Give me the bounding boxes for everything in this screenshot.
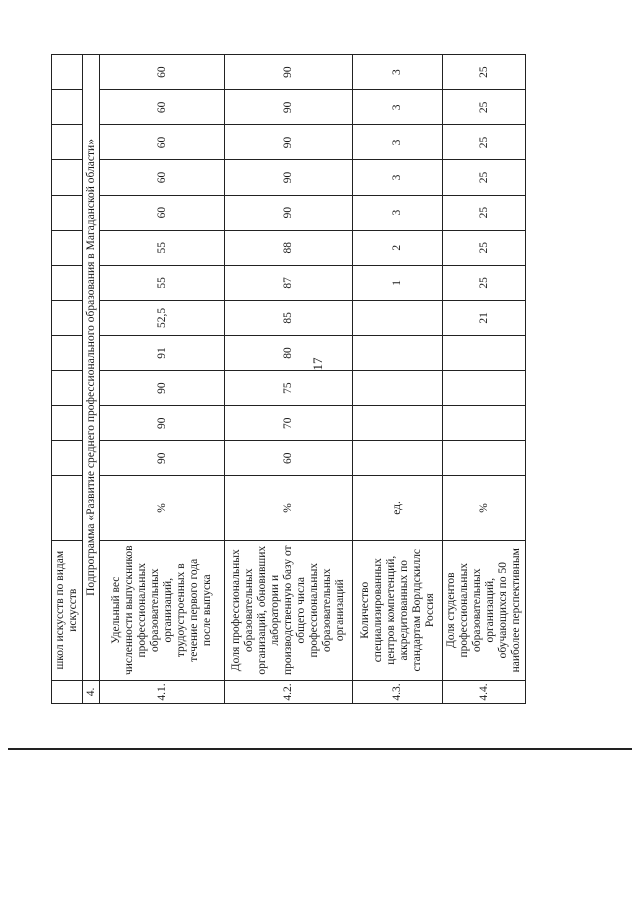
table-row — [353, 55, 443, 704]
value-cell: 60 — [100, 55, 225, 90]
section-number: 4. — [83, 680, 100, 703]
indicator-name: Доля профессиональных образовательных организаций, обновивших лаборатории и производственную базу от общего числа профессиональных образовательных организаций — [225, 540, 353, 680]
row-number: 4.1. — [100, 680, 225, 703]
cell-empty — [52, 680, 83, 703]
value-cell — [443, 406, 526, 441]
value-cell: 25 — [443, 160, 526, 195]
value-cell: 3 — [353, 90, 443, 125]
value-cell: 60 — [100, 125, 225, 160]
value-cell: 3 — [353, 125, 443, 160]
value-cell: 60 — [100, 90, 225, 125]
value-cell: 60 — [100, 195, 225, 230]
value-cell: 90 — [225, 195, 353, 230]
value-cell: 1 — [353, 265, 443, 300]
unit: % — [225, 476, 353, 540]
cell-empty — [52, 476, 83, 540]
unit: ед. — [353, 476, 443, 540]
value-cell — [353, 335, 443, 370]
row-number: 4.3. — [353, 680, 443, 703]
value-cell: 3 — [353, 55, 443, 90]
value-cell: 90 — [100, 406, 225, 441]
header-fragment-row — [52, 55, 83, 704]
value-cell: 25 — [443, 125, 526, 160]
value-cell: 25 — [443, 265, 526, 300]
value-cell: 60 — [225, 441, 353, 476]
value-cell: 52,5 — [100, 300, 225, 335]
header-fragment-text: школ искусств по видам искусств — [52, 540, 83, 680]
value-cell: 25 — [443, 195, 526, 230]
value-cell: 55 — [100, 230, 225, 265]
value-cell: 90 — [100, 441, 225, 476]
value-cell: 21 — [443, 300, 526, 335]
indicator-name: Количество специализированных центров компетенций, аккредитованных по стандартам Ворлдскиллс Россия — [353, 540, 443, 680]
value-cell: 80 — [225, 335, 353, 370]
value-cell — [353, 441, 443, 476]
value-cell: 91 — [100, 335, 225, 370]
value-cell: 25 — [443, 90, 526, 125]
value-cell: 88 — [225, 230, 353, 265]
value-cell: 90 — [225, 125, 353, 160]
value-cell — [353, 300, 443, 335]
value-cell: 60 — [100, 160, 225, 195]
section-row — [83, 55, 100, 704]
page-number: 17 — [310, 357, 325, 371]
table-row — [225, 55, 353, 704]
value-cell: 85 — [225, 300, 353, 335]
value-cell — [443, 371, 526, 406]
value-cell: 90 — [225, 90, 353, 125]
page-bottom-rule — [8, 748, 632, 750]
table-row — [443, 55, 526, 704]
value-cell: 3 — [353, 195, 443, 230]
value-cell — [353, 406, 443, 441]
section-title: Подпрограмма «Развитие среднего профессионального образования в Магаданской области» — [83, 55, 100, 681]
value-cell — [353, 371, 443, 406]
value-cell: 55 — [100, 265, 225, 300]
unit: % — [443, 476, 526, 540]
value-cell: 2 — [353, 230, 443, 265]
value-cell: 3 — [353, 160, 443, 195]
value-cell: 90 — [100, 371, 225, 406]
value-cell: 87 — [225, 265, 353, 300]
value-cell: 90 — [225, 160, 353, 195]
indicator-name: Доля студентов профессиональных образовательных организаций, обучающихся по 50 наиболее перспективным — [443, 540, 526, 680]
value-cell — [443, 441, 526, 476]
unit: % — [100, 476, 225, 540]
value-cell — [443, 335, 526, 370]
row-number: 4.2. — [225, 680, 353, 703]
value-cell: 75 — [225, 371, 353, 406]
value-cell: 70 — [225, 406, 353, 441]
value-cell: 25 — [443, 230, 526, 265]
indicator-table — [51, 54, 526, 704]
indicator-name: Удельный вес численности выпускников профессиональных образовательных организаций, трудоустроенных в течение первого года после выпуска — [100, 540, 225, 680]
table-row — [100, 55, 225, 704]
value-cell: 25 — [443, 55, 526, 90]
value-cell: 90 — [225, 55, 353, 90]
rotated-table-sheet — [51, 54, 524, 704]
row-number: 4.4. — [443, 680, 526, 703]
